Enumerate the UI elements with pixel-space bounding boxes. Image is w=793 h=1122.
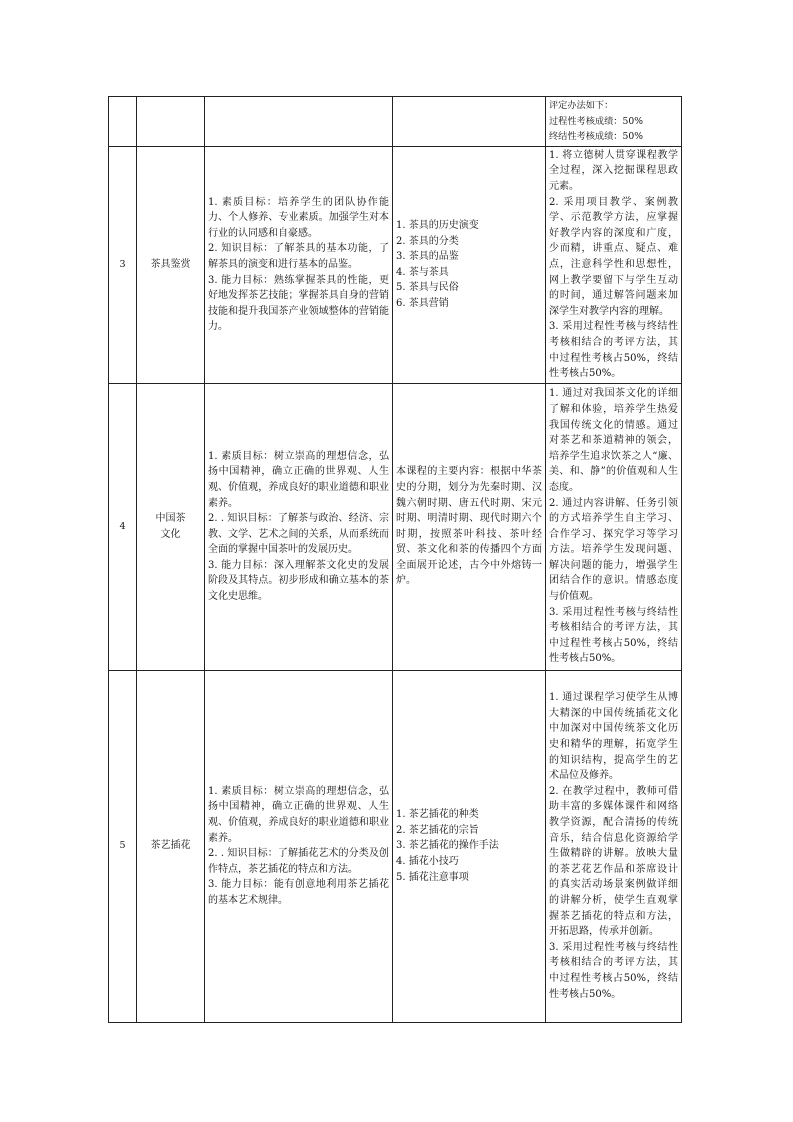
goal-item: 1. 素质目标：树立崇高的理想信念，弘扬中国精神，确立正确的世界观、人生观、价值观，养成良好的职业道德和职业素养。 [208, 785, 389, 844]
course-methods [546, 670, 682, 1022]
content-item: 2. 茶具的分类 [396, 235, 459, 247]
method-line: 3. 采用过程性考核与终结性考核相结合的考评方法，其中过程性考核占50%，终结性考核占50%。 [549, 606, 678, 665]
course-goals [205, 146, 393, 383]
goal-item: 1. 素质目标：培养学生的团队协作能力、个人修养、专业素质。加强学生对本行业的认同感和自豪感。 [208, 196, 389, 239]
course-name: 茶艺插花 [137, 670, 205, 1022]
content-item: 3. 茶艺插花的操作手法 [396, 840, 499, 852]
table-row [109, 383, 682, 670]
method-line: 2. 通过内容讲解、任务引领的方式培养学生自主学习、合作学习、探究学习等学习方法。培养学生发现问题、解决问题的能力，增强学生团结合作的意识。情感态度与价值观。 [549, 497, 678, 603]
method-line: 1. 将立德树人贯穿课程教学全过程，深入挖掘课程思政元素。 [549, 149, 678, 192]
method-line: 终结性考核成绩：50% [549, 131, 643, 143]
content-item: 5. 茶具与民俗 [396, 282, 459, 294]
content-item: 5. 插花注意事项 [396, 871, 469, 883]
course-content [393, 383, 546, 670]
course-goals [205, 670, 393, 1022]
method-line: 1. 通过课程学习使学生从博大精深的中国传统插花文化中加深对中国传统茶文化历史和精华的理解，拓宽学生的知识结构，提高学生的艺术品位及修养。 [549, 692, 678, 782]
goal-item: 2. . 知识目标：了解插花艺术的分类及创作特点，茶艺插花的特点和方法。 [208, 848, 389, 875]
content-item: 3. 茶具的品鉴 [396, 251, 459, 263]
course-name: 茶具鉴赏 [137, 146, 205, 383]
table-row [109, 146, 682, 383]
course-name [137, 97, 205, 147]
goal-item: 3. 能力目标：熟练掌握茶具的性能，更好地发挥茶艺技能；掌握茶具自身的营销技能和提升我国茶产业领域整体的营销能力。 [208, 274, 389, 333]
course-number: 3 [109, 146, 137, 383]
course-methods [546, 383, 682, 670]
goal-item: 2. 知识目标：了解茶具的基本功能，了解茶具的演变和进行基本的品鉴。 [208, 243, 389, 270]
content-item: 1. 茶艺插花的种类 [396, 809, 479, 821]
method-line: 1. 通过对我国茶文化的详细了解和体验，培养学生热爱我国传统文化的情感。通过对茶艺和茶道精神的领会，培养学生追求饮茶之人“廉、美、和、静”的价值观和人生态度。 [549, 388, 678, 493]
course-number: 5 [109, 670, 137, 1022]
content-item: 4. 插花小技巧 [396, 855, 459, 867]
course-number: 4 [109, 383, 137, 670]
course-goals [205, 383, 393, 670]
course-goals [205, 97, 393, 147]
goal-item: 2. . 知识目标：了解茶与政治、经济、宗教、文学、艺术之间的关系，从而系统而全面的掌握中国茶叶的发展历史。 [208, 513, 389, 556]
method-line: 3. 采用过程性考核与终结性考核相结合的考评方法，其中过程性考核占50%，终结性考核占50%。 [549, 941, 678, 1000]
content-item: 4. 茶与茶具 [396, 266, 449, 278]
method-line: 2. 在教学过程中，教师可借助丰富的多媒体课件和网络教学资源，配合清扬的传统音乐，结合信息化资源给学生做精辟的讲解。放映大量的茶艺花艺作品和茶席设计的真实活动场景案例做详细的讲解分析，使学生直观掌握茶艺插花的特点和方法，开拓思路，传承并创新。 [549, 785, 678, 938]
content-item: 1. 茶具的历史演变 [396, 219, 479, 231]
goal-item: 3. 能力目标：深入理解茶文化史的发展阶段及其特点。初步形成和确立基本的茶文化史思维。 [208, 559, 389, 603]
course-content [393, 670, 546, 1022]
method-line: 2. 采用项目教学、案例教学、示范教学方法，应掌握好教学内容的深度和广度，少而精，讲重点、疑点、难点，注意科学性和思想性，网上教学要留下与学生互动的时间，通过解答问题来加深学生对教学内容的理解。 [549, 196, 678, 317]
course-table [108, 96, 682, 1023]
goal-item: 3. 能力目标：能有创意地利用茶艺插花的基本艺术规律。 [208, 879, 389, 906]
course-number [109, 97, 137, 147]
method-line: 3. 采用过程性考核与终结性考核相结合的考评方法，其中过程性考核占50%，终结性考核占50%。 [549, 321, 678, 380]
course-name: 中国茶文化 [137, 383, 205, 670]
course-content [393, 146, 546, 383]
method-line: 过程性考核成绩：50% [549, 115, 643, 127]
content-item: 6. 茶具营销 [396, 297, 449, 309]
course-content [393, 97, 546, 147]
content-item: 2. 茶艺插花的宗旨 [396, 824, 479, 836]
goal-item: 1. 素质目标：树立崇高的理想信念，弘扬中国精神，确立正确的世界观、人生观、价值观，养成良好的职业道德和职业素养。 [208, 450, 389, 509]
course-methods [546, 146, 682, 383]
table-row [109, 670, 682, 1022]
content-paragraph: 本课程的主要内容：根据中华茶史的分期，划分为先秦时期、汉魏六朝时期、唐五代时期、宋元时期、明清时期、现代时期六个时期，按照茶叶科技、茶叶经贸、茶文化和茶的传播四个方面全面展开论述，古今中外熔铸一炉。 [396, 466, 542, 587]
method-line: 评定办法如下： [549, 100, 614, 111]
course-methods [546, 97, 682, 147]
table-row [109, 97, 682, 147]
